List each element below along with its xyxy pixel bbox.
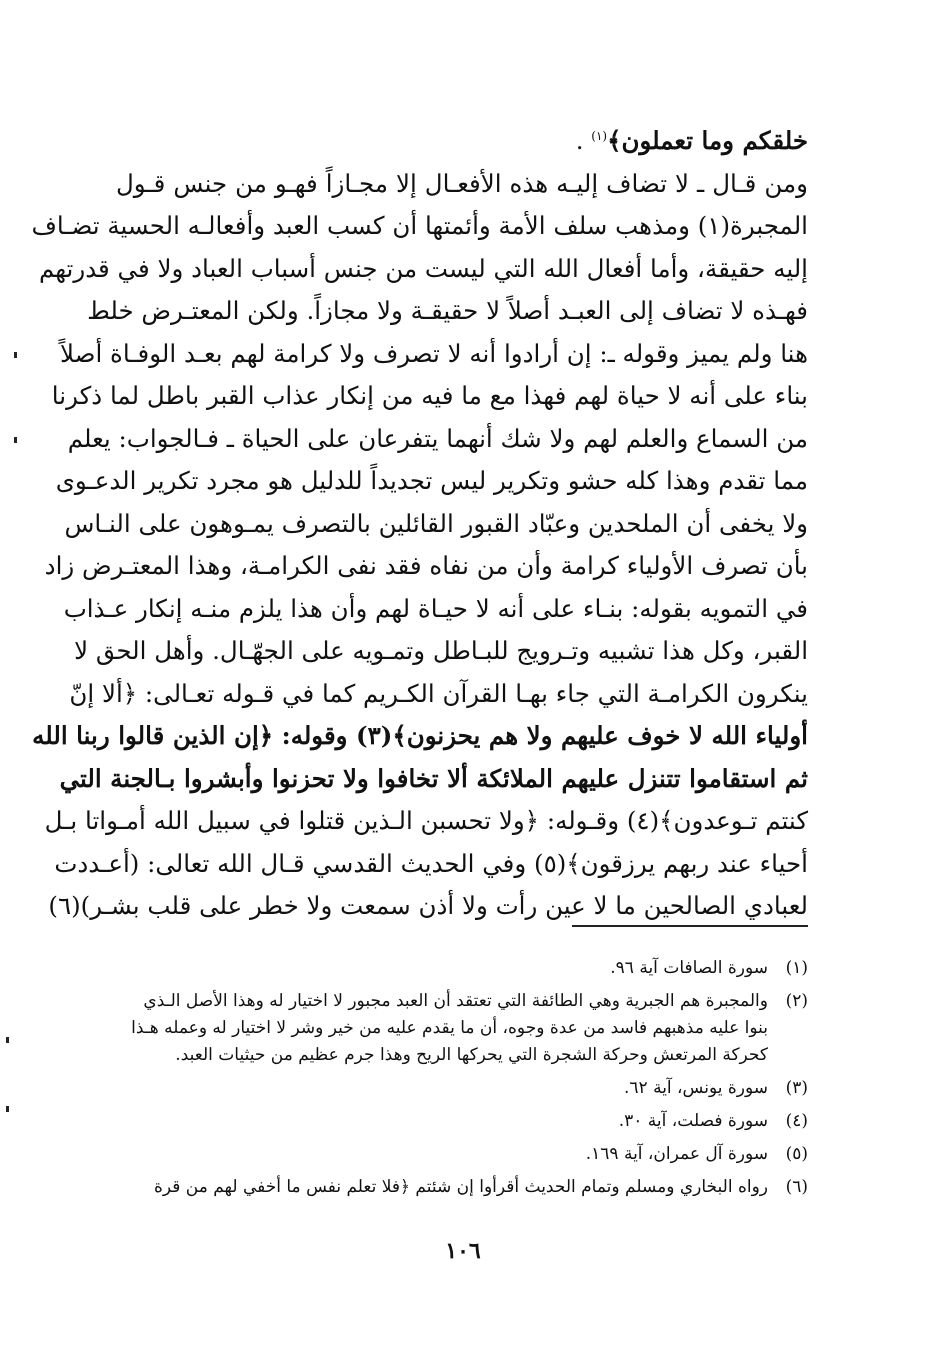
footnote-number: (٤) bbox=[785, 1111, 808, 1131]
scan-speck bbox=[6, 1037, 9, 1043]
page-number: ١٠٦ bbox=[445, 1238, 481, 1264]
text-line: بناء على أنه لا حياة لهم فهذا مع ما فيه من إنكار عذاب القبر باطل لما ذكرنا bbox=[51, 381, 808, 410]
text-line bbox=[116, 120, 808, 163]
line-text: . bbox=[575, 126, 592, 155]
main-text bbox=[31, 120, 808, 928]
text-line: أحياء عند ربهم يرزقون﴾(٥) وفي الحديث القدسي قـال الله تعالى: (أعـددت bbox=[54, 848, 808, 878]
text-line: ينكرون الكرامـة التي جاء بهـا القرآن الكـريم كما في قـوله تعـالى: ﴿ألا إنّ bbox=[69, 678, 808, 708]
footnote bbox=[114, 1075, 808, 1102]
footnote-text: كحركة المرتعش وحركة الشجرة التي يحركها الريح وهذا جرم عظيم من حيثيات العبد. bbox=[175, 1045, 768, 1065]
footnote-number: (٢) bbox=[785, 991, 808, 1011]
footnote bbox=[114, 1141, 808, 1168]
text-line: أولياء الله لا خوف عليهم ولا هم يحزنون﴾(٣) وقوله: ﴿إن الذين قالوا ربنا الله bbox=[32, 721, 808, 750]
footnote-text: سورة آل عمران، آية ١٦٩. bbox=[585, 1144, 768, 1164]
footnote-divider bbox=[572, 925, 808, 927]
footnote bbox=[114, 955, 808, 982]
footnote bbox=[114, 1174, 808, 1201]
text-line: في التمويه بقوله: بنـاء على أنه لا حيـاة لهم وأن هذا يلزم منـه إنكار عـذاب bbox=[63, 593, 808, 623]
text-line: القبر، وكل هذا تشبيه وتـرويج للبـاطل وتمـويه على الجهّـال. وأهل الحق لا bbox=[74, 636, 808, 665]
footnote-text: والمجبرة هم الجبرية وهي الطائفة التي تعتقد أن العبد مجبور لا اختيار له وهذا الأصل الـذي bbox=[143, 991, 768, 1011]
footnote-number: (٣) bbox=[785, 1078, 808, 1098]
footnote-text: سورة يونس، آية ٦٢. bbox=[624, 1078, 768, 1098]
footnote-text: سورة فصلت، آية ٣٠. bbox=[618, 1111, 768, 1131]
text-line: بأن تصرف الأولياء كرامة وأن من نفاه فقد نفى الكرامـة، وهذا المعتـرض زاد bbox=[44, 551, 808, 580]
footnote-text: رواه البخاري ومسلم وتمام الحديث أقرأوا إن شئتم ﴿فلا تعلم نفس ما أخفي لهم من قرة bbox=[153, 1177, 768, 1197]
footnote-ref: (١) bbox=[591, 128, 608, 143]
scan-speck bbox=[6, 1106, 9, 1112]
text-line: إليه حقيقة، وأما أفعال الله التي ليست من جنس أسباب العباد ولا في قدرتهم bbox=[38, 253, 808, 283]
footnote-number: (٦) bbox=[785, 1177, 808, 1197]
scan-speck bbox=[14, 437, 17, 443]
text-line: لعبادي الصالحين ما لا عين رأت ولا أذن سمعت ولا خطر على قلب بشـر)(٦) bbox=[48, 891, 808, 920]
text-line: مما تقدم وهذا كله حشو وتكرير ليس تجديداً للدليل هو مجرد تكرير الدعـوى bbox=[55, 466, 808, 495]
text-line: هنا ولم يميز وقوله ـ: إن أرادوا أنه لا تصرف ولا كرامة لهم بعـد الوفـاة أصلاً bbox=[60, 338, 808, 368]
text-line: فهـذه لا تضاف إلى العبـد أصلاً لا حقيقـة ولا مجازاً. ولكن المعتـرض خلط bbox=[87, 296, 808, 325]
text-line: المجبرة(١) ومذهب سلف الأمة وأئمتها أن كسب العبد وأفعالـه الحسية تضـاف bbox=[31, 211, 808, 240]
footnote-text: سورة الصافات آية ٩٦. bbox=[610, 958, 768, 978]
scan-speck bbox=[14, 352, 17, 358]
footnote bbox=[114, 1108, 808, 1135]
footnote bbox=[114, 988, 808, 1069]
text-line: ومن قـال ـ لا تضاف إليـه هذه الأفعـال إلا مجـازاً فهـو من جنس قـول bbox=[116, 168, 808, 198]
footnotes bbox=[114, 955, 808, 1207]
text-line: ثم استقاموا تتنزل عليهم الملائكة ألا تخافوا ولا تحزنوا وأبشروا بـالجنة التي bbox=[59, 763, 808, 793]
footnote-text: بنوا عليه مذهبهم فاسد من عدة وجوه، أن ما يقدم عليه من خير وشر لا اختيار له وعمله هـذا bbox=[131, 1018, 768, 1038]
text-line: من السماع والعلم لهم ولا شك أنهما يتفرعان على الحياة ـ فـالجواب: يعلم bbox=[67, 423, 808, 453]
footnote-number: (١) bbox=[785, 958, 808, 978]
footnote-number: (٥) bbox=[785, 1144, 808, 1164]
text-line: ولا يخفى أن الملحدين وعبّاد القبور القائلين بالتصرف يمـوهون على النـاس bbox=[64, 508, 808, 538]
text-line: كنتم تـوعدون﴾(٤) وقـوله: ﴿ولا تحسبن الـذين قتلوا في سبيل الله أمـواتا بـل bbox=[44, 806, 808, 835]
quran-verse: خلقكم وما تعملون﴾ bbox=[607, 126, 808, 155]
